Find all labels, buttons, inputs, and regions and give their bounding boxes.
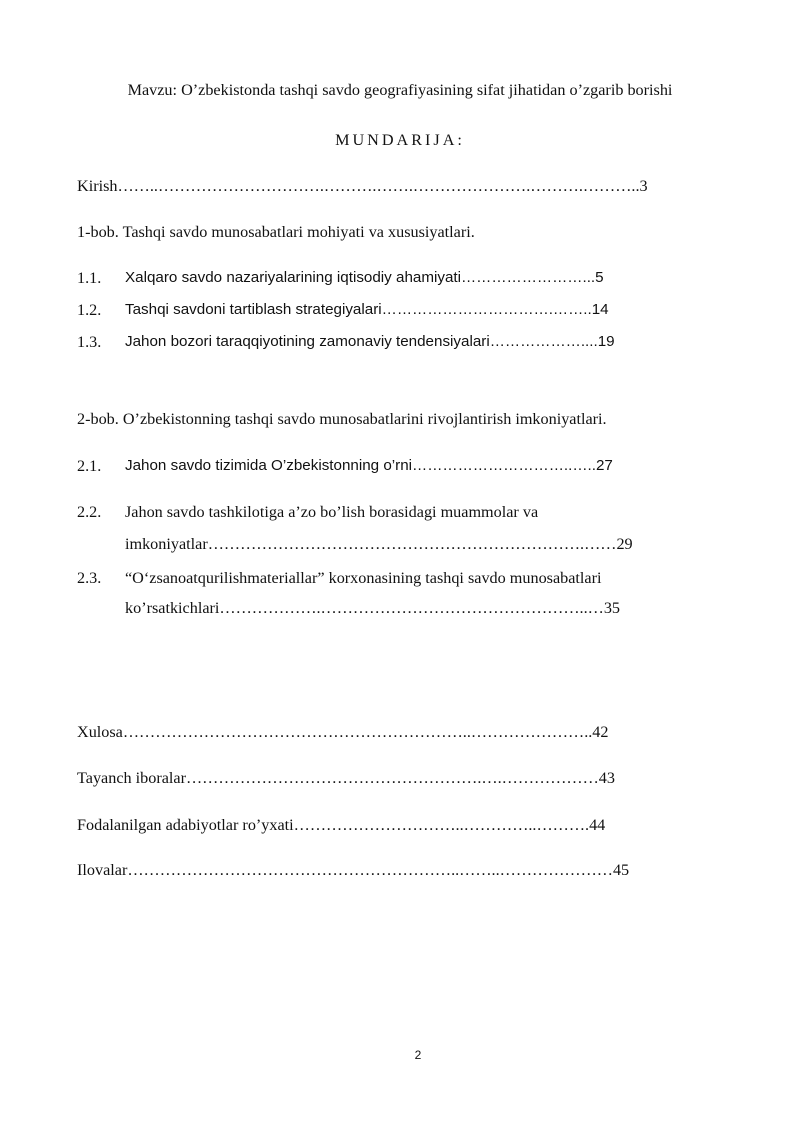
toc-number: 1.2.	[77, 301, 102, 319]
toc-number: 2.1.	[77, 457, 102, 475]
toc-entry-appendices: Ilovalar……………………………………………………..……..…………………45	[77, 861, 630, 879]
toc-entry-conclusion: Xulosa………………………………………………………..…………………..42	[77, 723, 609, 741]
toc-chapter-2-title: 2-bob. O’zbekistonning tashqi savdo munosabatlarini rivojlantirish imkoniyatlari.	[77, 410, 607, 428]
toc-entry-references: Fodalanilgan adabiyotlar ro’yxati…………………………..…………..……….44	[77, 816, 606, 834]
toc-entry-intro: Kirish……..………………………….……….…….………………….……….………..3	[77, 177, 648, 195]
page-number: 2	[414, 1048, 422, 1062]
toc-text: Jahon bozori taraqqiyotining zamonaviy tendensiyalari………………....19	[125, 333, 615, 350]
toc-text: Jahon savdo tizimida O’zbekistonning o’rni…………………………..…..27	[125, 457, 613, 474]
toc-number: 2.3.	[77, 569, 102, 587]
toc-entry-key-terms: Tayanch iboralar……………………………………………….….………………43	[77, 769, 615, 787]
toc-text: Tashqi savdoni tartiblash strategiyalari…………………………….……..14	[125, 301, 609, 318]
toc-text: Jahon savdo tashkilotiga a’zo bo’lish borasidagi muammolar va	[125, 503, 539, 521]
toc-entry-2-2-continuation: imkoniyatlar…………………………………………………………….……29	[125, 535, 633, 553]
contents-heading: MUNDARIJA:	[335, 131, 465, 149]
toc-number: 1.3.	[77, 333, 102, 351]
toc-chapter-1-title: 1-bob. Tashqi savdo munosabatlari mohiyati va xususiyatlari.	[77, 223, 475, 241]
toc-entry-2-3-continuation: ko’rsatkichlari……………….…………………………………………..…35	[125, 599, 621, 617]
toc-text: Xalqaro savdo nazariyalarining iqtisodiy ahamiyati……………………...5	[125, 269, 604, 286]
toc-number: 1.1.	[77, 269, 102, 287]
topic-title: Mavzu: O’zbekistonda tashqi savdo geografiyasining sifat jihatidan o’zgarib borishi	[127, 81, 673, 99]
toc-text: “O‘zsanoatqurilishmateriallar” korxonasining tashqi savdo munosabatlari	[125, 569, 602, 587]
toc-number: 2.2.	[77, 503, 102, 521]
